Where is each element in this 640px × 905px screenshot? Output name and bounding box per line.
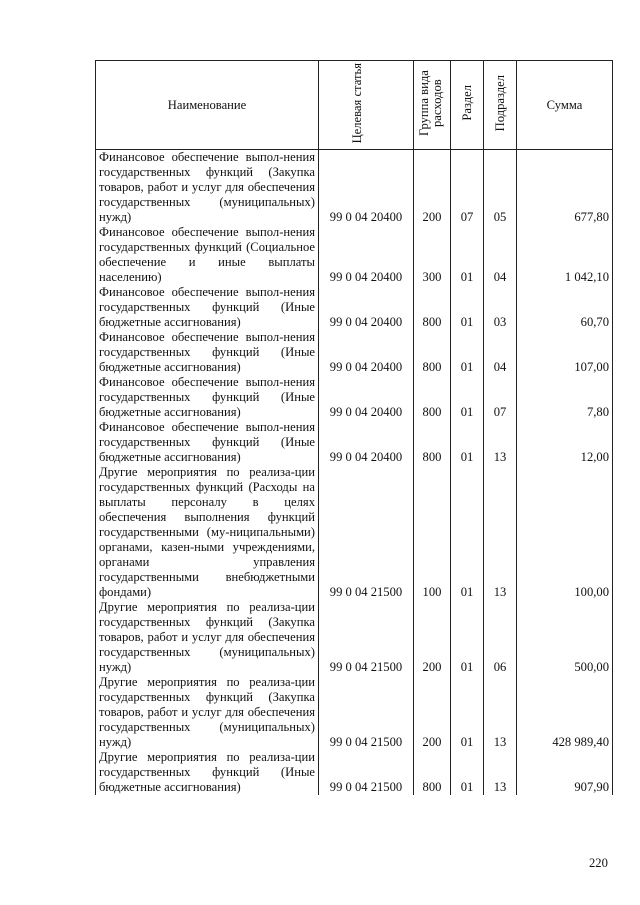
cell-name: Другие мероприятия по реализа-ции государственных функций (Закупка товаров, работ и услуг для обеспечения государственных (муниципальных) нужд) bbox=[96, 600, 319, 675]
cell-expense-group: 800 bbox=[414, 375, 451, 420]
cell-target-article: 99 0 04 21500 bbox=[319, 675, 414, 750]
cell-expense-group: 300 bbox=[414, 225, 451, 285]
cell-target-article: 99 0 04 20400 bbox=[319, 375, 414, 420]
table-header-row bbox=[96, 61, 613, 150]
cell-amount: 428 989,40 bbox=[517, 675, 613, 750]
cell-amount: 7,80 bbox=[517, 375, 613, 420]
cell-name: Финансовое обеспечение выпол-нения государственных функций (Иные бюджетные ассигнования) bbox=[96, 375, 319, 420]
header-name: Наименование bbox=[96, 61, 319, 150]
cell-amount: 500,00 bbox=[517, 600, 613, 675]
cell-subsection: 03 bbox=[484, 285, 517, 330]
cell-expense-group: 200 bbox=[414, 150, 451, 226]
cell-name: Финансовое обеспечение выпол-нения государственных функций (Социальное обеспечение и иные выплаты населению) bbox=[96, 225, 319, 285]
cell-expense-group: 200 bbox=[414, 600, 451, 675]
cell-section: 01 bbox=[451, 750, 484, 795]
cell-amount: 907,90 bbox=[517, 750, 613, 795]
cell-subsection: 13 bbox=[484, 750, 517, 795]
page-number: 220 bbox=[589, 856, 608, 870]
cell-name: Другие мероприятия по реализа-ции государственных функций (Расходы на выплаты персоналу в целях обеспечения выполнения функций государственными (му-ниципальными) органами, казен-ными учреждениями, органами управления государственными внебюджетными фондами) bbox=[96, 465, 319, 600]
cell-section: 01 bbox=[451, 675, 484, 750]
cell-name: Финансовое обеспечение выпол-нения государственных функций (Иные бюджетные ассигнования) bbox=[96, 285, 319, 330]
table-row bbox=[96, 150, 613, 226]
cell-section: 01 bbox=[451, 420, 484, 465]
cell-expense-group: 800 bbox=[414, 330, 451, 375]
budget-table bbox=[95, 60, 613, 795]
cell-amount: 60,70 bbox=[517, 285, 613, 330]
cell-subsection: 04 bbox=[484, 225, 517, 285]
cell-subsection: 04 bbox=[484, 330, 517, 375]
header-subsection: Подраздел bbox=[484, 61, 517, 150]
cell-name: Другие мероприятия по реализа-ции государственных функций (Закупка товаров, работ и услуг для обеспечения государственных (муниципальных) нужд) bbox=[96, 675, 319, 750]
cell-target-article: 99 0 04 20400 bbox=[319, 330, 414, 375]
cell-section: 01 bbox=[451, 285, 484, 330]
cell-target-article: 99 0 04 21500 bbox=[319, 600, 414, 675]
header-expense-group: Группа вида расходов bbox=[414, 61, 451, 150]
table-row bbox=[96, 750, 613, 795]
cell-amount: 677,80 bbox=[517, 150, 613, 226]
cell-amount: 100,00 bbox=[517, 465, 613, 600]
cell-name: Финансовое обеспечение выпол-нения государственных функций (Закупка товаров, работ и услуг для обеспечения государственных (муниципальных) нужд) bbox=[96, 150, 319, 226]
header-section: Раздел bbox=[451, 61, 484, 150]
cell-section: 07 bbox=[451, 150, 484, 226]
cell-subsection: 06 bbox=[484, 600, 517, 675]
header-target-article: Целевая статья bbox=[319, 61, 414, 150]
cell-name: Другие мероприятия по реализа-ции государственных функций (Иные бюджетные ассигнования) bbox=[96, 750, 319, 795]
cell-expense-group: 200 bbox=[414, 675, 451, 750]
table-row bbox=[96, 675, 613, 750]
cell-subsection: 05 bbox=[484, 150, 517, 226]
table-row bbox=[96, 420, 613, 465]
table-row bbox=[96, 330, 613, 375]
cell-name: Финансовое обеспечение выпол-нения государственных функций (Иные бюджетные ассигнования) bbox=[96, 420, 319, 465]
cell-section: 01 bbox=[451, 600, 484, 675]
table-row bbox=[96, 375, 613, 420]
cell-amount: 1 042,10 bbox=[517, 225, 613, 285]
table-row bbox=[96, 600, 613, 675]
header-amount: Сумма bbox=[517, 61, 613, 150]
cell-name: Финансовое обеспечение выпол-нения государственных функций (Иные бюджетные ассигнования) bbox=[96, 330, 319, 375]
cell-section: 01 bbox=[451, 375, 484, 420]
cell-target-article: 99 0 04 21500 bbox=[319, 750, 414, 795]
cell-subsection: 07 bbox=[484, 375, 517, 420]
cell-expense-group: 800 bbox=[414, 420, 451, 465]
cell-subsection: 13 bbox=[484, 465, 517, 600]
cell-target-article: 99 0 04 21500 bbox=[319, 465, 414, 600]
cell-target-article: 99 0 04 20400 bbox=[319, 285, 414, 330]
cell-target-article: 99 0 04 20400 bbox=[319, 420, 414, 465]
cell-section: 01 bbox=[451, 225, 484, 285]
cell-section: 01 bbox=[451, 465, 484, 600]
table-row bbox=[96, 285, 613, 330]
cell-expense-group: 100 bbox=[414, 465, 451, 600]
cell-expense-group: 800 bbox=[414, 285, 451, 330]
cell-subsection: 13 bbox=[484, 675, 517, 750]
table-row bbox=[96, 465, 613, 600]
cell-section: 01 bbox=[451, 330, 484, 375]
cell-amount: 107,00 bbox=[517, 330, 613, 375]
cell-target-article: 99 0 04 20400 bbox=[319, 150, 414, 226]
cell-target-article: 99 0 04 20400 bbox=[319, 225, 414, 285]
cell-subsection: 13 bbox=[484, 420, 517, 465]
table-row bbox=[96, 225, 613, 285]
cell-expense-group: 800 bbox=[414, 750, 451, 795]
cell-amount: 12,00 bbox=[517, 420, 613, 465]
